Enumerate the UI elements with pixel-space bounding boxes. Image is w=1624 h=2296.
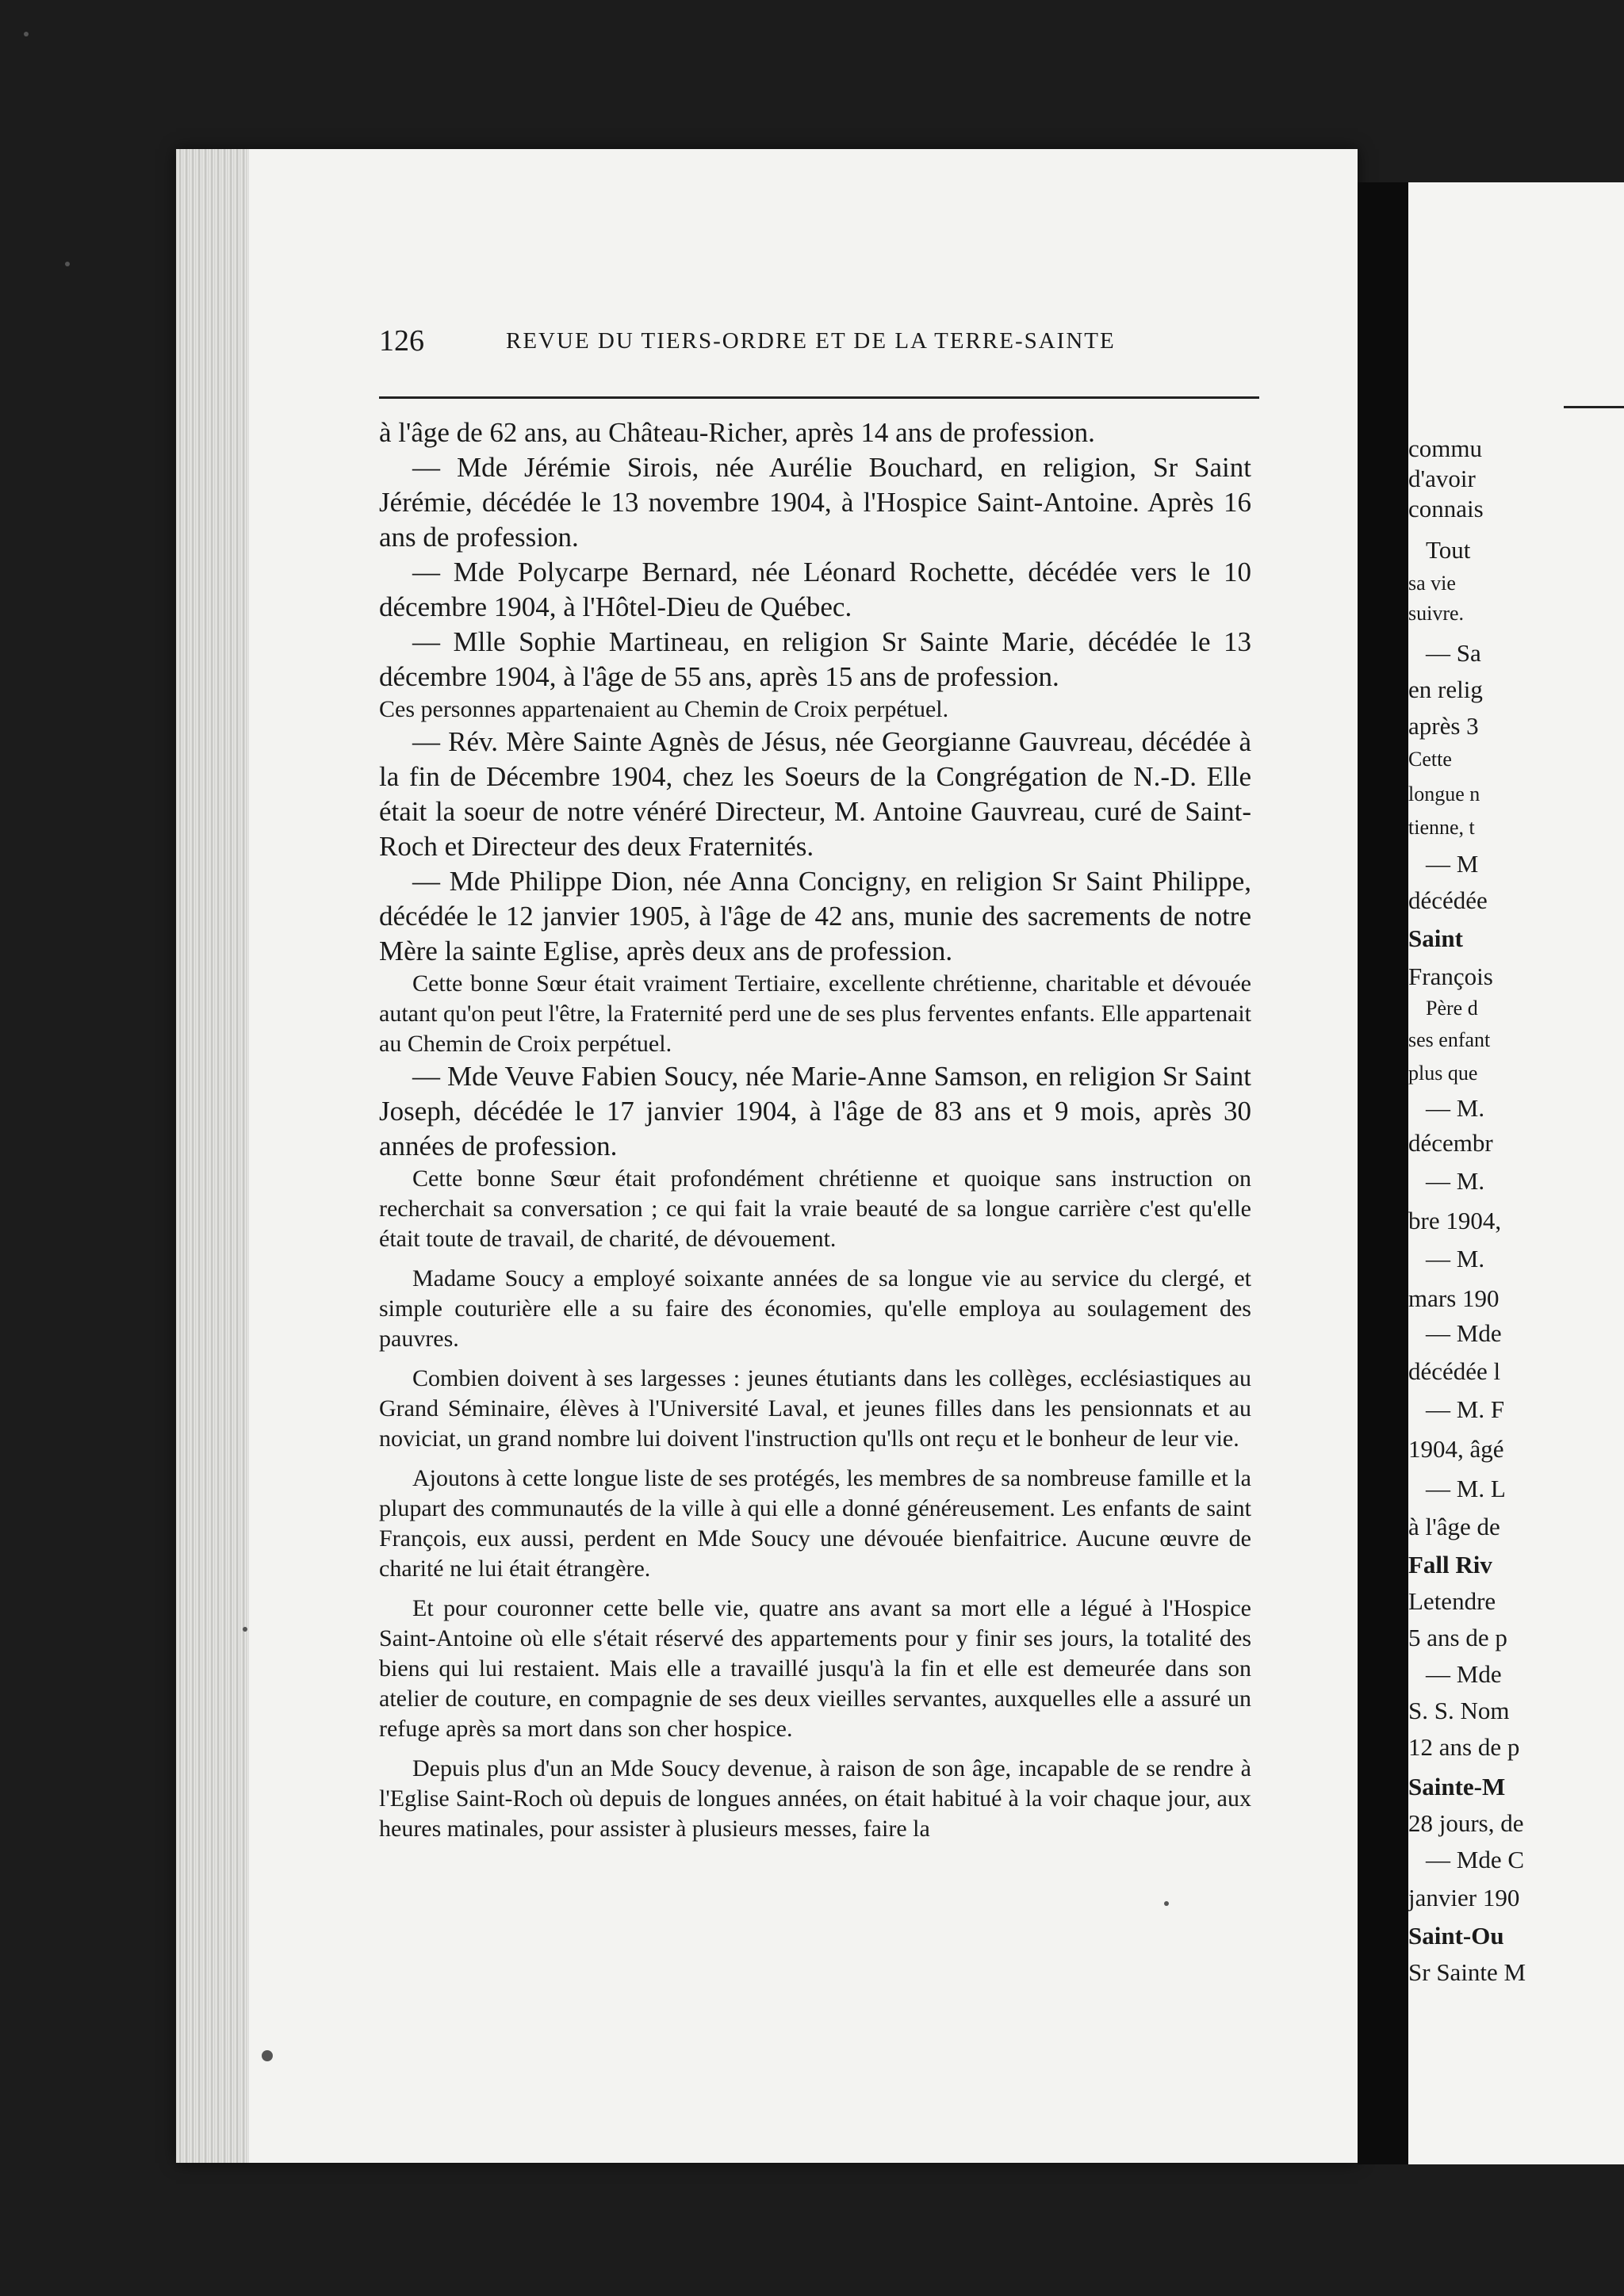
right-page-line: S. S. Nom [1408,1697,1510,1724]
right-page-line: suivre. [1408,602,1465,625]
paragraph: Cette bonne Sœur était vraiment Tertiaire, excellente chrétienne, charitable et dévouée autant qu'on peut l'être, la Fraternité perd une de ses plus ferventes enfants. Elle appartenait au Chemin de Croix perpétuel. [379,970,1251,1057]
right-page-line: — M. [1426,1245,1485,1272]
paragraph: Cette bonne Sœur était profondément chrétienne et quoique sans instruction on recherchait sa conversation ; ce qui fait la vraie beauté de sa longue carrière c'est qu'elle était toute de travail, de charité, de dévouement. [379,1165,1251,1252]
page-header [379,323,1259,371]
paragraph: — Mde Polycarpe Bernard, née Léonard Rochette, décédée vers le 10 décembre 1904, à l'Hôtel-Dieu de Québec. [379,557,1251,622]
right-page-line: 12 ans de p [1408,1733,1520,1761]
right-page-line: d'avoir [1408,465,1476,492]
right-page-line: longue n [1408,783,1480,806]
page-number: 126 [379,324,424,358]
right-page-line: janvier 190 [1408,1884,1520,1911]
right-page-line: Tout [1426,536,1471,564]
paragraph: Madame Soucy a employé soixante années de sa longue vie au service du clergé, et simple couturière elle a su faire des économies, qu'elle employa au soulagement des pauvres. [379,1265,1251,1352]
paragraph: Combien doivent à ses largesses : jeunes étutiants dans les collèges, ecclésiastiques au Grand Séminaire, élèves à l'Université Laval, et jeunes filles dans les pensionnats et au noviciat, un grand nombre lui doivent l'instruction qu'lls ont reçu et le bonheur de leur vie. [379,1365,1251,1452]
right-page-line: plus que [1408,1062,1478,1085]
right-page-line: après 3 [1408,712,1479,740]
book-gutter [1358,182,1408,2164]
right-page-line: commu [1408,434,1482,462]
right-page-line: 28 jours, de [1408,1809,1524,1837]
header-rule [379,396,1259,399]
body-text [379,415,1251,1844]
right-page-line: 1904, âgé [1408,1435,1504,1463]
paragraph: — Mlle Sophie Martineau, en religion Sr Sainte Marie, décédée le 13 décembre 1904, à l'âge de 55 ans, après 15 ans de profession. [379,626,1251,692]
right-page-line: Père d [1426,997,1478,1020]
right-page-line: — Sa [1426,639,1481,667]
right-page-line: à l'âge de [1408,1513,1500,1540]
right-page-line: décembr [1408,1129,1493,1157]
right-page-line: François [1408,962,1493,990]
right-page-line: sa vie [1408,572,1456,595]
right-page-line: Sr Sainte M [1408,1958,1526,1986]
right-page-line: mars 190 [1408,1284,1500,1312]
right-page-line: — M. [1426,1094,1485,1122]
right-page-line: 5 ans de p [1408,1624,1507,1651]
right-page-line: — M. F [1426,1395,1505,1423]
right-page-line: bre 1904, [1408,1207,1502,1234]
right-page-line: connais [1408,495,1484,522]
right-page-line: Fall Riv [1408,1551,1492,1578]
right-page-line: — Mde [1426,1660,1502,1688]
right-page-line: — M [1426,850,1479,878]
right-page-line: décédée l [1408,1357,1501,1385]
right-page-line: en relig [1408,675,1483,703]
right-page-line: Cette [1408,748,1452,771]
right-page-line: Letendre [1408,1587,1496,1615]
paragraph: — Mde Veuve Fabien Soucy, née Marie-Anne Samson, en religion Sr Saint Joseph, décédée le 17 janvier 1904, à l'âge de 83 ans et 9 mois, après 30 années de profession. [379,1061,1251,1161]
right-page-line: — M. L [1426,1475,1506,1502]
right-page-line: Saint [1408,924,1463,952]
paragraph: — Rév. Mère Sainte Agnès de Jésus, née Georgianne Gauvreau, décédée à la fin de Décembre 1904, chez les Soeurs de la Congrégation de N.-D. Elle était la soeur de notre vénéré Directeur, M. Antoine Gauvreau, curé de Saint-Roch et Directeur des deux Fraternités. [379,726,1251,862]
paragraph: — Mde Philippe Dion, née Anna Concigny, en religion Sr Saint Philippe, décédée le 12 janvier 1905, à l'âge de 42 ans, munie des sacrements de notre Mère la sainte Eglise, après deux ans de profession. [379,866,1251,966]
right-page-line: — Mde C [1426,1846,1524,1873]
right-page-line: ses enfant [1408,1028,1491,1051]
page-edge [176,149,249,2163]
paragraph: Ces personnes appartenaient au Chemin de Croix perpétuel. [379,696,949,722]
right-page-line: décédée [1408,886,1488,914]
right-page-line: Saint-Ou [1408,1922,1504,1950]
paragraph: Depuis plus d'un an Mde Soucy devenue, à raison de son âge, incapable de se rendre à l'Eglise Saint-Roch où depuis de longues années, on était habitué à la voir chaque jour, aux heures matinales, pour assister à plusieurs messes, faire la [379,1755,1251,1842]
paragraph: — Mde Jérémie Sirois, née Aurélie Bouchard, en religion, Sr Saint Jérémie, décédée le 13 novembre 1904, à l'Hospice Saint-Antoine. Après 16 ans de profession. [379,452,1251,553]
paragraph: Ajoutons à cette longue liste de ses protégés, les membres de sa nombreuse famille et la plupart des communautés de la ville à qui elle a donné généreusement. Les enfants de saint François, eux aussi, perdent en Mde Soucy une dévouée bienfaitrice. Aucune œuvre de charité ne lui était étrangère. [379,1465,1251,1582]
right-page-line: — M. [1426,1167,1485,1195]
running-title: REVUE DU TIERS-ORDRE ET DE LA TERRE-SAINTE [506,328,1116,354]
right-page-line: — Mde [1426,1319,1502,1347]
right-page-line: tienne, t [1408,816,1475,839]
paragraph: à l'âge de 62 ans, au Château-Richer, après 14 ans de profession. [379,417,1095,448]
paragraph: Et pour couronner cette belle vie, quatre ans avant sa mort elle a légué à l'Hospice Saint-Antoine où elle s'était réservé des appartements pour y finir ses jours, la totalité des biens qui lui restaient. Mais elle a travaillé jusqu'à la fin et elle est demeurée dans son atelier de couture, en compagnie de ses deux vieilles servantes, auxquelles elle a assuré un refuge après sa mort dans son cher hospice. [379,1595,1251,1742]
right-page-rule [1564,406,1624,408]
right-page-line: Sainte-M [1408,1773,1506,1800]
